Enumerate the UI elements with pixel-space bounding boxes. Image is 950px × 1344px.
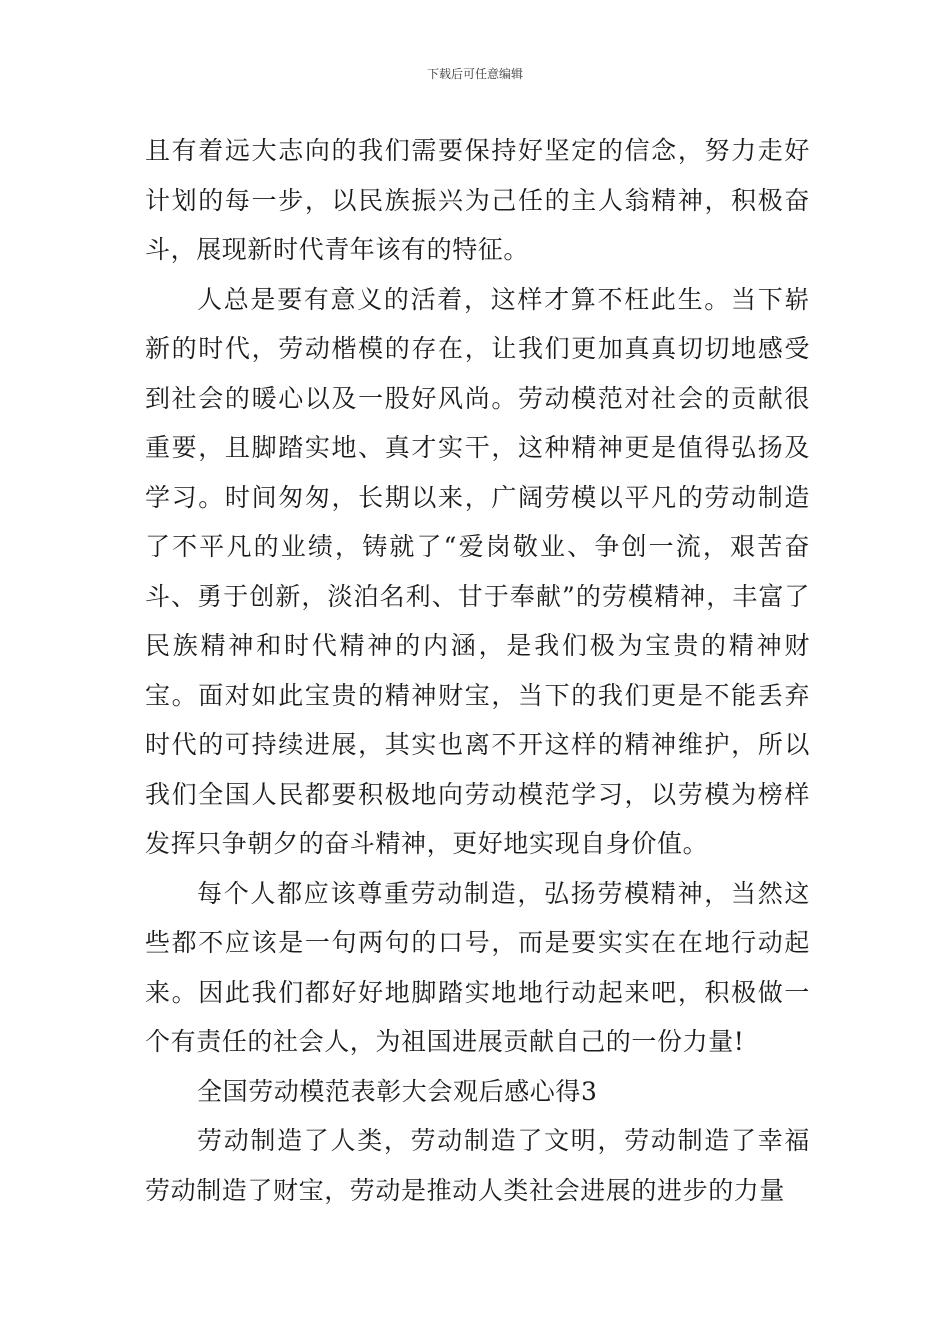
paragraph-3: 每个人都应该尊重劳动制造，弘扬劳模精神，当然这些都不应该是一句两句的口号，而是要实实在在地行动起来。因此我们都好好地脚踏实地地行动起来吧，积极做一个有责任的社会人，为祖国进展贡献自己的一份力量! <box>145 878 810 1056</box>
closing-paragraph: 劳动制造了人类，劳动制造了文明，劳动制造了幸福劳动制造了财宝，劳动是推动人类社会进展的进步的力量 <box>145 1126 810 1205</box>
paragraph-1: 且有着远大志向的我们需要保持好坚定的信念，努力走好计划的每一步，以民族振兴为己任的主人翁精神，积极奋斗，展现新时代青年该有的特征。 <box>145 136 810 264</box>
page-header-note: 下载后可任意编辑 <box>426 67 523 81</box>
document-body <box>145 126 810 1215</box>
section-title: 全国劳动模范表彰大会观后感心得3 <box>197 1076 598 1106</box>
paragraph-2: 人总是要有意义的活着，这样才算不枉此生。当下崭新的时代，劳动楷模的存在，让我们更加真真切切地感受到社会的暖心以及一股好风尚。劳动模范对社会的贡献很重要，且脚踏实地、真才实干，这种精神更是值得弘扬及学习。时间匆匆，长期以来，广阔劳模以平凡的劳动制造了不平凡的业绩，铸就了“爱岗敬业、争创一流，艰苦奋斗、勇于创新，淡泊名利、甘于奉献”的劳模精神，丰富了民族精神和时代精神的内涵，是我们极为宝贵的精神财宝。面对如此宝贵的精神财宝，当下的我们更是不能丢弃时代的可持续进展，其实也离不开这样的精神维护，所以我们全国人民都要积极地向劳动模范学习，以劳模为榜样发挥只争朝夕的奋斗精神，更好地实现自身价值。 <box>145 284 810 858</box>
